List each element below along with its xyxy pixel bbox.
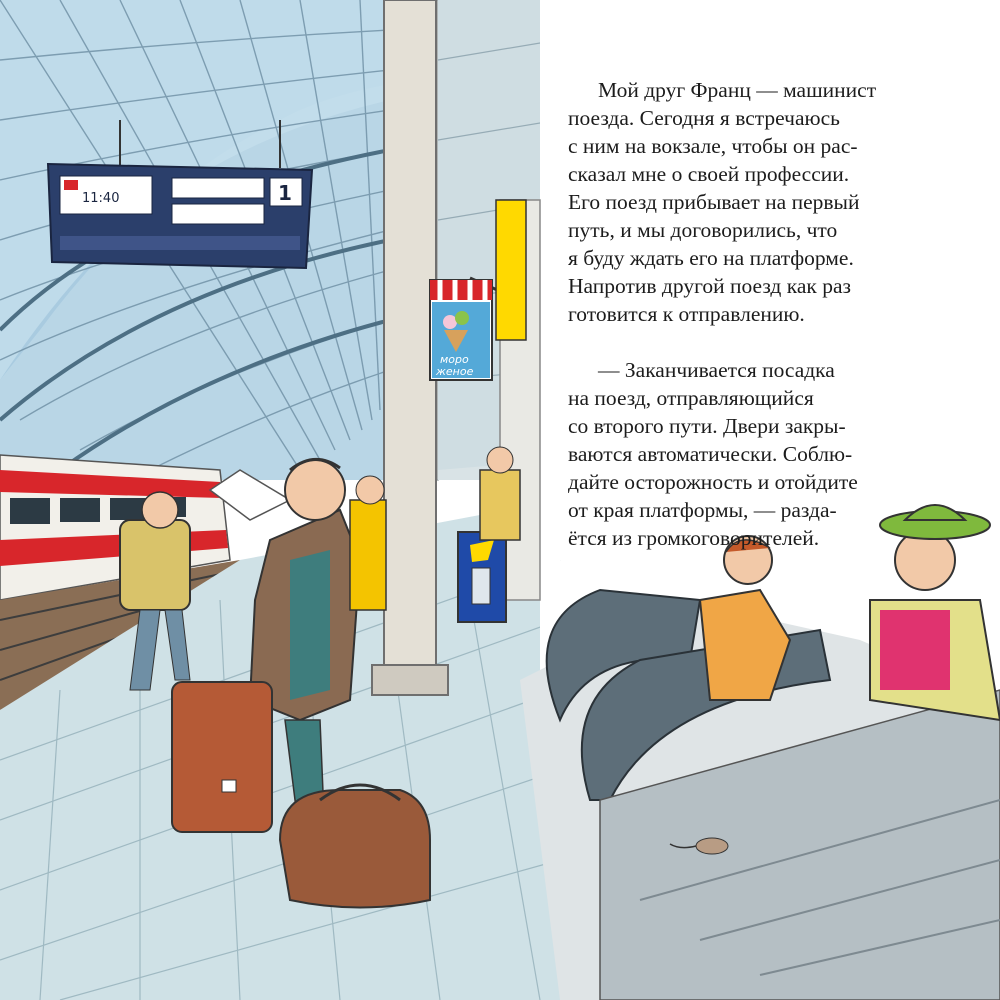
paragraph-spacer — [568, 328, 968, 356]
paragraph-1-line: сказал мне о своей профессии. — [568, 162, 850, 186]
paragraph-2-line: на поезд, отправляющийся — [568, 386, 814, 410]
boy-on-escalator — [700, 536, 790, 700]
man-in-yellow — [350, 476, 386, 610]
paragraph-2-line: ваются автоматически. Соблю- — [568, 442, 853, 466]
paragraph-1-line: с ним на вокзале, чтобы он рас- — [568, 134, 858, 158]
ice-cream-sign-line-1: моро — [440, 353, 469, 366]
paragraph-2-line: — Заканчивается посадка — [598, 358, 835, 382]
paragraph-2-line: со второго пути. Двери закры- — [568, 414, 846, 438]
board-time: 11:40 — [82, 191, 120, 206]
paragraph-2-line: от края платформы, — разда- — [568, 498, 837, 522]
paragraph-1-line: готовится к отправлению. — [568, 302, 805, 326]
paragraph-1-line: Мой друг Франц — машинист — [598, 78, 877, 102]
paragraph-1-line: путь, и мы договорились, что — [568, 218, 838, 242]
paragraph-2-line: ётся из громкоговорителей. — [568, 526, 820, 550]
paragraph-2-line: дайте осторожность и отойдите — [568, 470, 858, 494]
paragraph-1-line: Напротив другой поезд как раз — [568, 274, 852, 298]
story-text — [568, 76, 968, 552]
paragraph-1-line: поезда. Сегодня я встречаюсь — [568, 106, 840, 130]
phone-advert-poster — [458, 532, 506, 622]
paragraph-1-line: Его поезд прибывает на первый — [568, 190, 860, 214]
ice-cream-sign-line-2: женое — [436, 365, 474, 378]
board-platform-number: 1 — [278, 181, 292, 205]
paragraph-1-line: я буду ждать его на платформе. — [568, 246, 854, 270]
